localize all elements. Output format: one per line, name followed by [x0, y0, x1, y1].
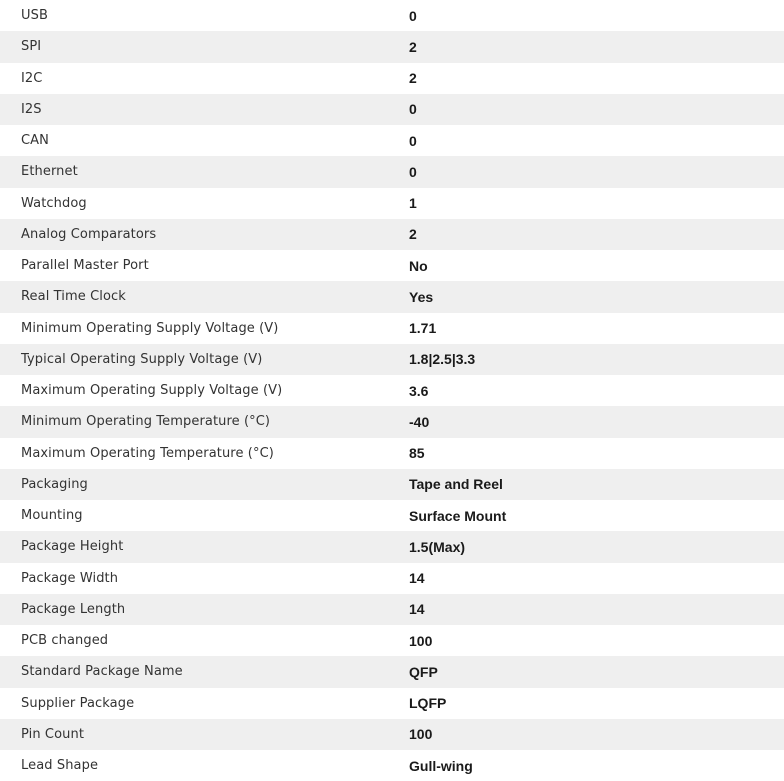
- spec-value: LQFP: [409, 695, 447, 712]
- spec-value: 2: [409, 38, 417, 55]
- spec-value: 14: [409, 570, 425, 587]
- spec-label: CAN: [21, 133, 49, 149]
- spec-label: Pin Count: [21, 726, 85, 742]
- spec-value: Gull-wing: [409, 757, 473, 774]
- spec-value: 0: [409, 7, 417, 24]
- table-row: [0, 0, 784, 31]
- spec-value: -40: [409, 413, 430, 430]
- spec-value: 0: [409, 101, 417, 118]
- spec-value: 0: [409, 132, 417, 149]
- table-row: [0, 625, 784, 656]
- table-row: [0, 656, 784, 687]
- table-row: [0, 344, 784, 375]
- spec-value: 85: [409, 445, 425, 462]
- table-row: [0, 750, 784, 781]
- spec-label: Mounting: [21, 508, 83, 524]
- spec-label: Maximum Operating Temperature (°C): [21, 445, 274, 461]
- spec-label: Watchdog: [21, 195, 87, 211]
- table-row: [0, 719, 784, 750]
- table-row: [0, 469, 784, 500]
- spec-value: 2: [409, 226, 417, 243]
- spec-label: Minimum Operating Temperature (°C): [21, 414, 271, 430]
- spec-label: Parallel Master Port: [21, 258, 149, 274]
- spec-label: Lead Shape: [21, 758, 99, 774]
- spec-label: Analog Comparators: [21, 226, 157, 242]
- spec-value: 1: [409, 195, 417, 212]
- table-row: [0, 688, 784, 719]
- spec-value: No: [409, 257, 428, 274]
- spec-value: QFP: [409, 663, 438, 680]
- spec-label: Packaging: [21, 476, 88, 492]
- table-row: [0, 94, 784, 125]
- table-row: [0, 125, 784, 156]
- table-row: [0, 500, 784, 531]
- spec-label: Package Length: [21, 601, 126, 617]
- table-row: [0, 313, 784, 344]
- table-row: [0, 188, 784, 219]
- spec-label: SPI: [21, 39, 42, 55]
- spec-label: I2S: [21, 101, 42, 117]
- table-row: [0, 375, 784, 406]
- spec-value: Yes: [409, 288, 434, 305]
- spec-value: 0: [409, 163, 417, 180]
- spec-value: 3.6: [409, 382, 429, 399]
- table-row: [0, 438, 784, 469]
- spec-value: 100: [409, 632, 433, 649]
- spec-value: Tape and Reel: [409, 476, 503, 493]
- table-row: [0, 31, 784, 62]
- table-row: [0, 531, 784, 562]
- spec-value: 100: [409, 726, 433, 743]
- spec-value: 1.8|2.5|3.3: [409, 351, 476, 368]
- spec-label: Real Time Clock: [21, 289, 126, 305]
- spec-label: Maximum Operating Supply Voltage (V): [21, 383, 283, 399]
- spec-label: I2C: [21, 70, 43, 86]
- table-row: [0, 250, 784, 281]
- table-row: [0, 156, 784, 187]
- spec-value: 14: [409, 601, 425, 618]
- spec-value: 1.5(Max): [409, 538, 466, 555]
- table-row: [0, 219, 784, 250]
- spec-label: USB: [21, 8, 48, 24]
- table-row: [0, 563, 784, 594]
- table-row: [0, 406, 784, 437]
- table-row: [0, 281, 784, 312]
- spec-value: 2: [409, 70, 417, 87]
- table-row: [0, 594, 784, 625]
- table-row: [0, 63, 784, 94]
- spec-label: Minimum Operating Supply Voltage (V): [21, 320, 279, 336]
- spec-label: Package Height: [21, 539, 124, 555]
- spec-label: Package Width: [21, 570, 119, 586]
- spec-label: Standard Package Name: [21, 664, 183, 680]
- spec-label: PCB changed: [21, 633, 109, 649]
- spec-label: Typical Operating Supply Voltage (V): [21, 351, 263, 367]
- spec-label: Supplier Package: [21, 695, 135, 711]
- spec-value: Surface Mount: [409, 507, 507, 524]
- spec-value: 1.71: [409, 320, 437, 337]
- spec-label: Ethernet: [21, 164, 78, 180]
